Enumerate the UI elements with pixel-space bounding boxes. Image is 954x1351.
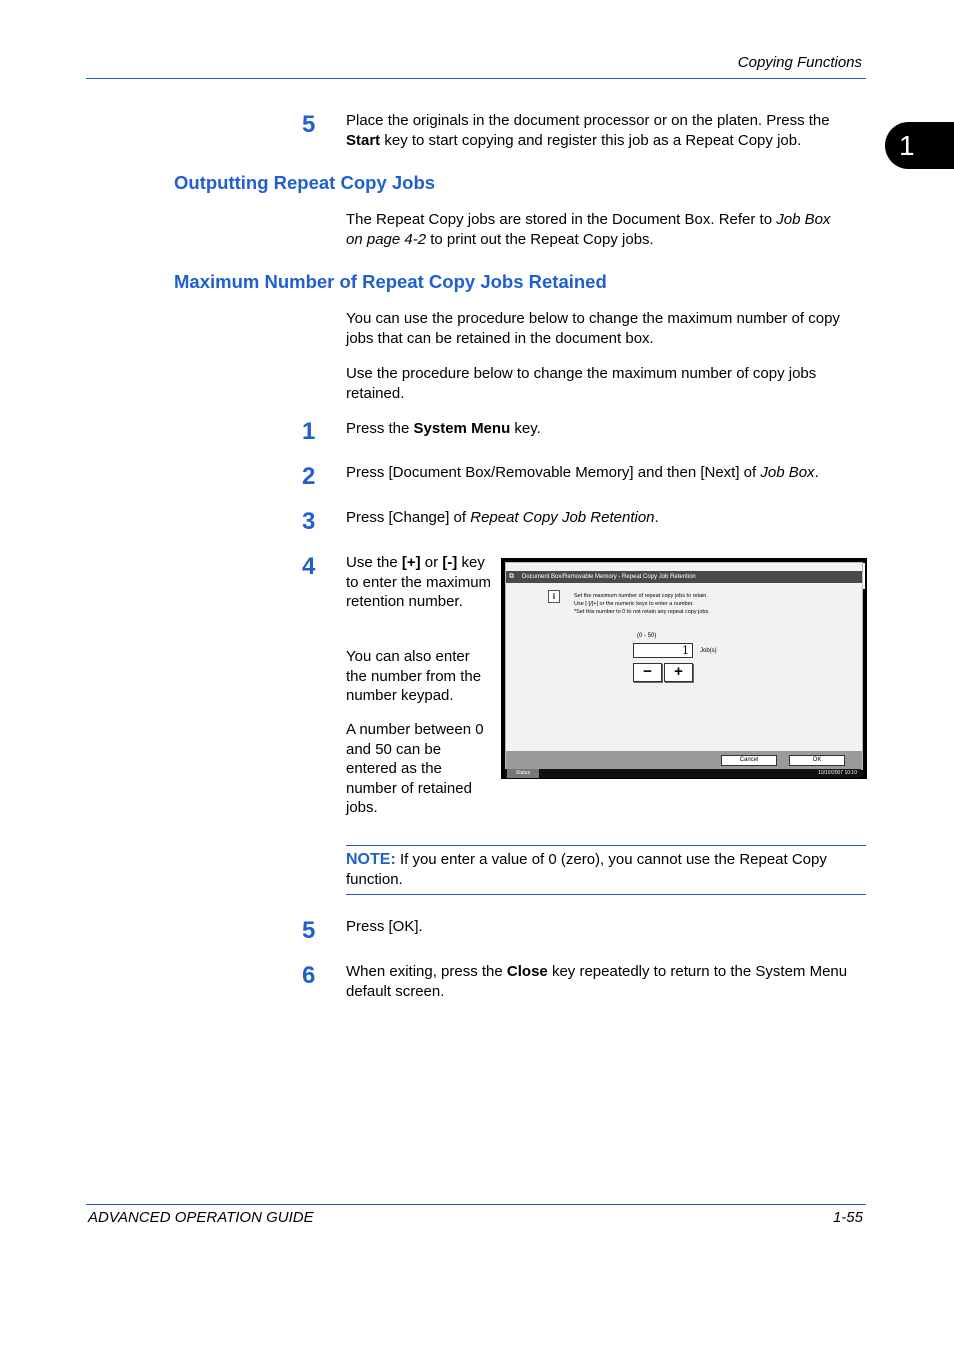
screen-button-bar — [506, 751, 862, 769]
screen-titlebar — [506, 571, 862, 583]
retention-number-field[interactable]: 1 — [633, 643, 693, 658]
chapter-tab: 1 — [885, 122, 954, 169]
minus-button[interactable]: − — [633, 663, 662, 682]
window-icon: ⧉ — [509, 573, 514, 580]
step-number: 4 — [302, 553, 316, 580]
step-number: 6 — [302, 962, 316, 989]
section-paragraph: Use the procedure below to change the maximum number of copy jobs retained. — [346, 365, 817, 402]
plus-button[interactable]: + — [664, 663, 693, 682]
note-box — [346, 845, 866, 895]
step-text: Place the originals in the document processor or on the platen. Press the Start key to start copying and register this job as a Repeat Copy job. — [346, 112, 830, 149]
step-text: Press [Change] of Repeat Copy Job Retention. — [346, 509, 659, 526]
screen-capture — [501, 558, 867, 779]
step-number: 5 — [302, 111, 316, 138]
info-icon: i — [548, 590, 560, 603]
step-number: 1 — [302, 418, 316, 445]
running-header: Copying Functions — [737, 54, 862, 71]
screen-scrollbar — [863, 563, 865, 589]
section-heading: Outputting Repeat Copy Jobs — [174, 172, 436, 193]
screen-message: Use [-]/[+] or the numeric keys to enter a number. — [574, 601, 694, 607]
step-text: You can also enter the number from the number keypad. — [346, 648, 482, 704]
step-text: Press [Document Box/Removable Memory] and then [Next] of Job Box. — [346, 464, 819, 481]
ok-button[interactable]: OK — [789, 755, 845, 766]
step-text: When exiting, press the Close key repeatedly to return to the System Menu default screen. — [346, 963, 848, 1000]
screen-message: Set the maximum number of repeat copy jobs to retain. — [574, 593, 708, 599]
range-label: (0 - 50) — [637, 633, 657, 639]
section-paragraph: You can use the procedure below to change the maximum number of copy jobs that can be retained in the document box. — [346, 310, 840, 347]
screen-message: *Set this number to 0 to not retain any repeat copy jobs. — [574, 609, 710, 615]
screen-status-bar — [505, 769, 861, 778]
screen-datetime: 10/10/2007 10:10 — [818, 770, 857, 776]
step-number: 2 — [302, 463, 316, 490]
status-button[interactable]: Status — [507, 769, 539, 778]
footer-rule — [86, 1204, 866, 1205]
screen-body — [505, 562, 863, 770]
header-rule — [86, 78, 866, 79]
step-text: A number between 0 and 50 can be entered as the number of retained jobs. — [346, 721, 484, 816]
step-text: Press the System Menu key. — [346, 420, 541, 437]
footer-guide-title: ADVANCED OPERATION GUIDE — [88, 1209, 314, 1226]
cancel-button[interactable]: Cancel — [721, 755, 777, 766]
screen-title: Document Box/Removable Memory - Repeat Copy Job Retention — [522, 574, 696, 580]
section-heading: Maximum Number of Repeat Copy Jobs Retained — [174, 271, 607, 292]
step-number: 3 — [302, 508, 316, 535]
page-number: 1-55 — [832, 1209, 863, 1226]
step-text: Press [OK]. — [346, 918, 423, 935]
step-text: Use the [+] or [-] key to enter the maximum retention number. — [346, 554, 492, 610]
step-number: 5 — [302, 917, 316, 944]
unit-label: Job(s) — [700, 648, 717, 654]
section-paragraph: The Repeat Copy jobs are stored in the Document Box. Refer to Job Box on page 4-2 to print out the Repeat Copy jobs. — [346, 211, 831, 248]
note-text: NOTE: If you enter a value of 0 (zero), you cannot use the Repeat Copy function. — [346, 851, 827, 888]
